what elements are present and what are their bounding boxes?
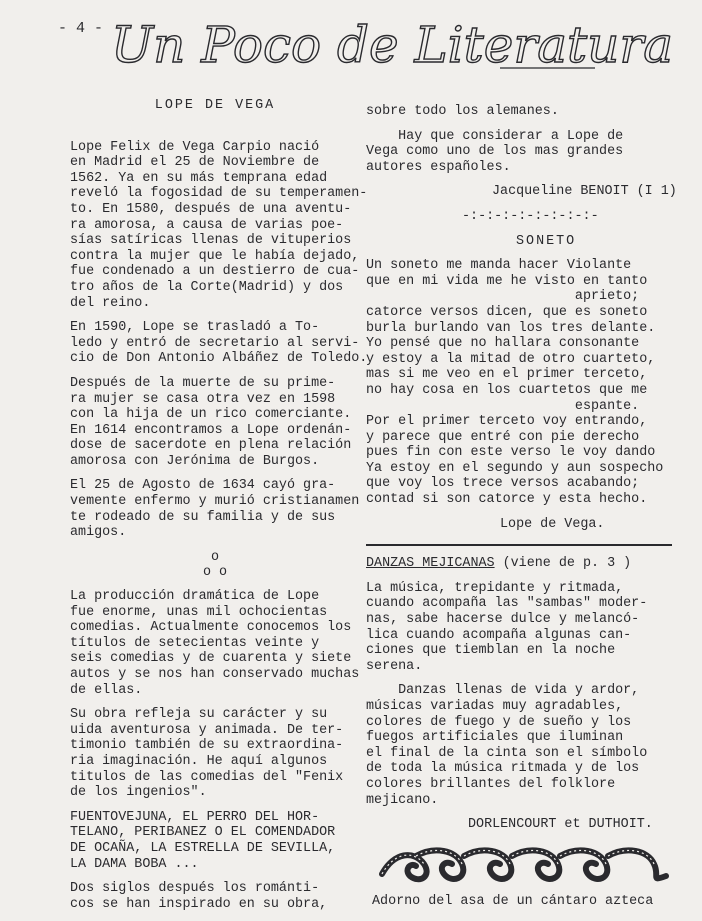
page-number: - 4 -	[58, 20, 104, 37]
section-separator: o o o	[202, 549, 228, 581]
masthead-text: Un Poco de Literatura	[111, 16, 674, 74]
danzas-title: DANZAS MEJICANAS	[366, 556, 495, 572]
left-column	[70, 98, 368, 921]
section-rule	[366, 544, 672, 546]
article-title: LOPE DE VEGA	[154, 98, 276, 113]
continuation-text: sobre todo los alemanes.	[366, 104, 559, 119]
danzas-paragraph-2: Danzas llenas de vida y ardor, músicas variadas muy agradables, colores de fuego y de sueño y los fuegos artificiales que iluminan el final de la cinta son el símbolo de toda la música ritmada y de los colores brillantes del folklore mejicano.	[366, 683, 648, 808]
danzas-note: (viene de p. 3 )	[494, 556, 632, 572]
paragraph-5: La producción dramática de Lope fue enorme, unas mil ochocientas comedias. Actualmente conocemos los títulos de setecientas veinte y seis comedias y de cuarenta y siete autos y se nos han conservado muchas de ellas.	[70, 589, 360, 698]
danzas-heading	[366, 556, 688, 572]
aztec-ornament-icon	[380, 842, 670, 888]
ornament-caption: Adorno del asa de un cántaro azteca	[372, 893, 654, 909]
paragraph-7: FUENTOVEJUNA, EL PERRO DEL HOR- TELANO, PERIBANEZ O EL COMENDADOR DE OCAÑA, LA ESTRELLA DE SEVILLA, LA DAMA BOBA ...	[70, 809, 336, 872]
author-credit: Jacqueline BENOIT (I 1)	[492, 184, 677, 200]
closing-paragraph: Hay que considerar a Lope de Vega como uno de los mas grandes autores españoles.	[366, 128, 624, 175]
sonnet-author: Lope de Vega.	[500, 516, 605, 532]
paragraph-4: El 25 de Agosto de 1634 cayó gra- vemente enfermo y murió cristianamen te rodeado de su familia y de sus amigos.	[70, 478, 360, 541]
danzas-paragraph-1: La música, trepidante y ritmada, cuando acompaña las "sambas" moder- nas, sabe hacerse dulce y melancó- lica cuando acompaña algunas can- ciones que tiemblan en la noche serena.	[366, 580, 648, 674]
right-column	[366, 104, 688, 918]
paragraph-1: Lope Felix de Vega Carpio nació en Madrid el 25 de Noviembre de 1562. Ya en su más temprana edad reveló la fogosidad de su temperamen- to. En 1580, después de una aventu- ra amorosa, a causa de varias poe- sías satíricas llenas de vituperios contra la mujer que le había dejado, fue condenado a un destierro de cua- tro años de la Corte(Madrid) y dos del reino.	[70, 139, 368, 311]
paragraph-6: Su obra refleja su carácter y su uida aventurosa y animada. De ter- timonio también de su extraordina- ria imaginación. He aquí algunos titulos de las comedias del "Fenix de los ingenios".	[70, 707, 344, 801]
sonnet-title: SONETO	[516, 233, 577, 249]
sonnet-text: Un soneto me manda hacer Violante que en mi vida me he visto en tanto aprieto; catorce versos dicen, que es soneto burla burlando van los tres delante. Yo pensé que no hallara consonante y estoy a la mitad de otro cuarteto, mas si me veo en el primer terceto, no hay cosa en los cuartetos que me espante. Por el primer terceto voy entrando, y parece que entré con pie derecho pues fin con este verso le voy dando Ya estoy en el segundo y aun sospecho que voy los trece versos acabando; contad si son catorce y esta hecho.	[366, 258, 664, 508]
paragraph-3: Después de la muerte de su prime- ra mujer se casa otra vez en 1598 con la hija de un rico comerciante. En 1614 encontramos a Lope ordenán- dose de sacerdote en plena relación amorosa con Jerónima de Burgos.	[70, 375, 352, 469]
paragraph-2: En 1590, Lope se trasladó a To- ledo y entró de secretario al servi- cio de Don Antonio Albáñez de Toledo.	[70, 320, 368, 367]
divider-line: -:-:-:-:-:-:-:-:-	[462, 208, 599, 224]
danzas-authors: DORLENCOURT et DUTHOIT.	[468, 817, 653, 833]
masthead-title	[105, 10, 674, 80]
paragraph-8: Dos siglos después los románti- cos se han inspirado en su obra,	[70, 881, 328, 912]
